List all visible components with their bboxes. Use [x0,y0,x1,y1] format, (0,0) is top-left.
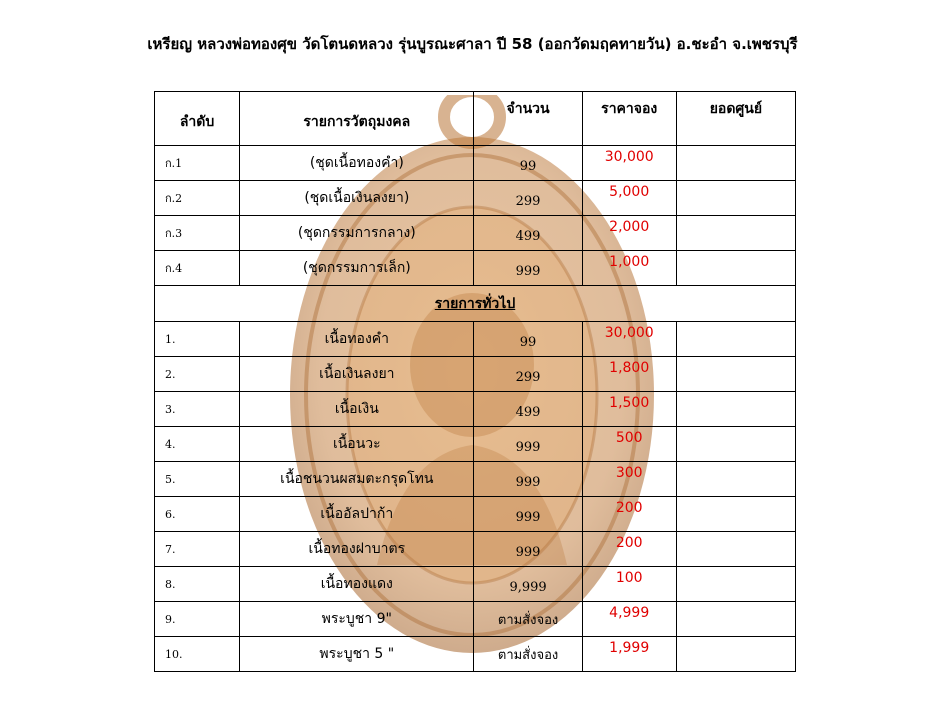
row-balance [676,462,795,497]
row-item: เนื้ออัลปาก้า [240,497,474,532]
row-qty: 999 [474,427,582,462]
table-row [155,462,796,497]
row-no: 2. [155,357,240,392]
table-row [155,357,796,392]
row-qty: 999 [474,497,582,532]
row-item: (ชุดกรรมการเล็ก) [240,251,474,286]
table-header-row [155,92,796,146]
row-balance [676,532,795,567]
table-row [155,216,796,251]
table-row [155,427,796,462]
table-row [155,497,796,532]
row-no: 3. [155,392,240,427]
table-row [155,392,796,427]
row-item: (ชุดกรรมการกลาง) [240,216,474,251]
row-no: 5. [155,462,240,497]
row-qty: 299 [474,357,582,392]
table-row [155,146,796,181]
row-qty: 999 [474,462,582,497]
row-qty: 299 [474,181,582,216]
row-balance [676,602,795,637]
row-no: 1. [155,322,240,357]
table-row [155,637,796,672]
table-row [155,322,796,357]
row-qty: ตามสั่งจอง [474,637,582,672]
row-no: 10. [155,637,240,672]
row-qty: 99 [474,146,582,181]
row-item: (ชุดเนื้อทองคำ) [240,146,474,181]
row-price: 200 [582,497,676,532]
row-item: เนื้อทองแดง [240,567,474,602]
row-qty: 499 [474,216,582,251]
row-qty: 99 [474,322,582,357]
section-general-label: รายการทั่วไป [155,286,796,322]
row-price: 30,000 [582,146,676,181]
row-balance [676,637,795,672]
row-no: 9. [155,602,240,637]
header-price: ราคาจอง [582,92,676,146]
row-price: 2,000 [582,216,676,251]
row-price: 500 [582,427,676,462]
row-no: ก.3 [155,216,240,251]
table-row [155,181,796,216]
row-balance [676,567,795,602]
row-item: เนื้อนวะ [240,427,474,462]
row-price: 300 [582,462,676,497]
row-balance [676,427,795,462]
row-balance [676,146,795,181]
row-no: 6. [155,497,240,532]
row-price: 100 [582,567,676,602]
table-row [155,567,796,602]
header-qty: จำนวน [474,92,582,146]
table-row [155,602,796,637]
row-balance [676,497,795,532]
row-balance [676,357,795,392]
row-price: 4,999 [582,602,676,637]
page-title: เหรียญ หลวงพ่อทองศุข วัดโตนดหลวง รุ่นบูรณะศาลา ปี 58 (ออกวัดมฤคทายวัน) อ.ชะอำ จ.เพชรบุรี [147,35,798,53]
row-balance [676,251,795,286]
row-qty: 999 [474,532,582,567]
row-item: เนื้อเงิน [240,392,474,427]
row-no: 7. [155,532,240,567]
row-price: 5,000 [582,181,676,216]
row-no: ก.1 [155,146,240,181]
row-balance [676,181,795,216]
header-balance: ยอดศูนย์ [676,92,795,146]
table-row [155,532,796,567]
row-no: ก.4 [155,251,240,286]
row-no: 4. [155,427,240,462]
table-row [155,251,796,286]
row-no: ก.2 [155,181,240,216]
row-price: 1,999 [582,637,676,672]
row-balance [676,322,795,357]
row-qty: 9,999 [474,567,582,602]
row-qty: 499 [474,392,582,427]
row-item: พระบูชา 5 " [240,637,474,672]
row-item: เนื้อชนวนผสมตะกรุดโทน [240,462,474,497]
row-qty: ตามสั่งจอง [474,602,582,637]
row-item: เนื้อทองฝาบาตร [240,532,474,567]
amulet-price-table [154,91,796,672]
row-price: 200 [582,532,676,567]
row-price: 1,800 [582,357,676,392]
row-item: (ชุดเนื้อเงินลงยา) [240,181,474,216]
row-item: เนื้อเงินลงยา [240,357,474,392]
row-balance [676,216,795,251]
row-qty: 999 [474,251,582,286]
header-no: ลำดับ [155,92,240,146]
row-no: 8. [155,567,240,602]
header-item: รายการวัตถุมงคล [240,92,474,146]
row-price: 1,500 [582,392,676,427]
row-item: เนื้อทองคำ [240,322,474,357]
section-header-row [155,286,796,322]
row-item: พระบูชา 9" [240,602,474,637]
row-balance [676,392,795,427]
row-price: 1,000 [582,251,676,286]
row-price: 30,000 [582,322,676,357]
